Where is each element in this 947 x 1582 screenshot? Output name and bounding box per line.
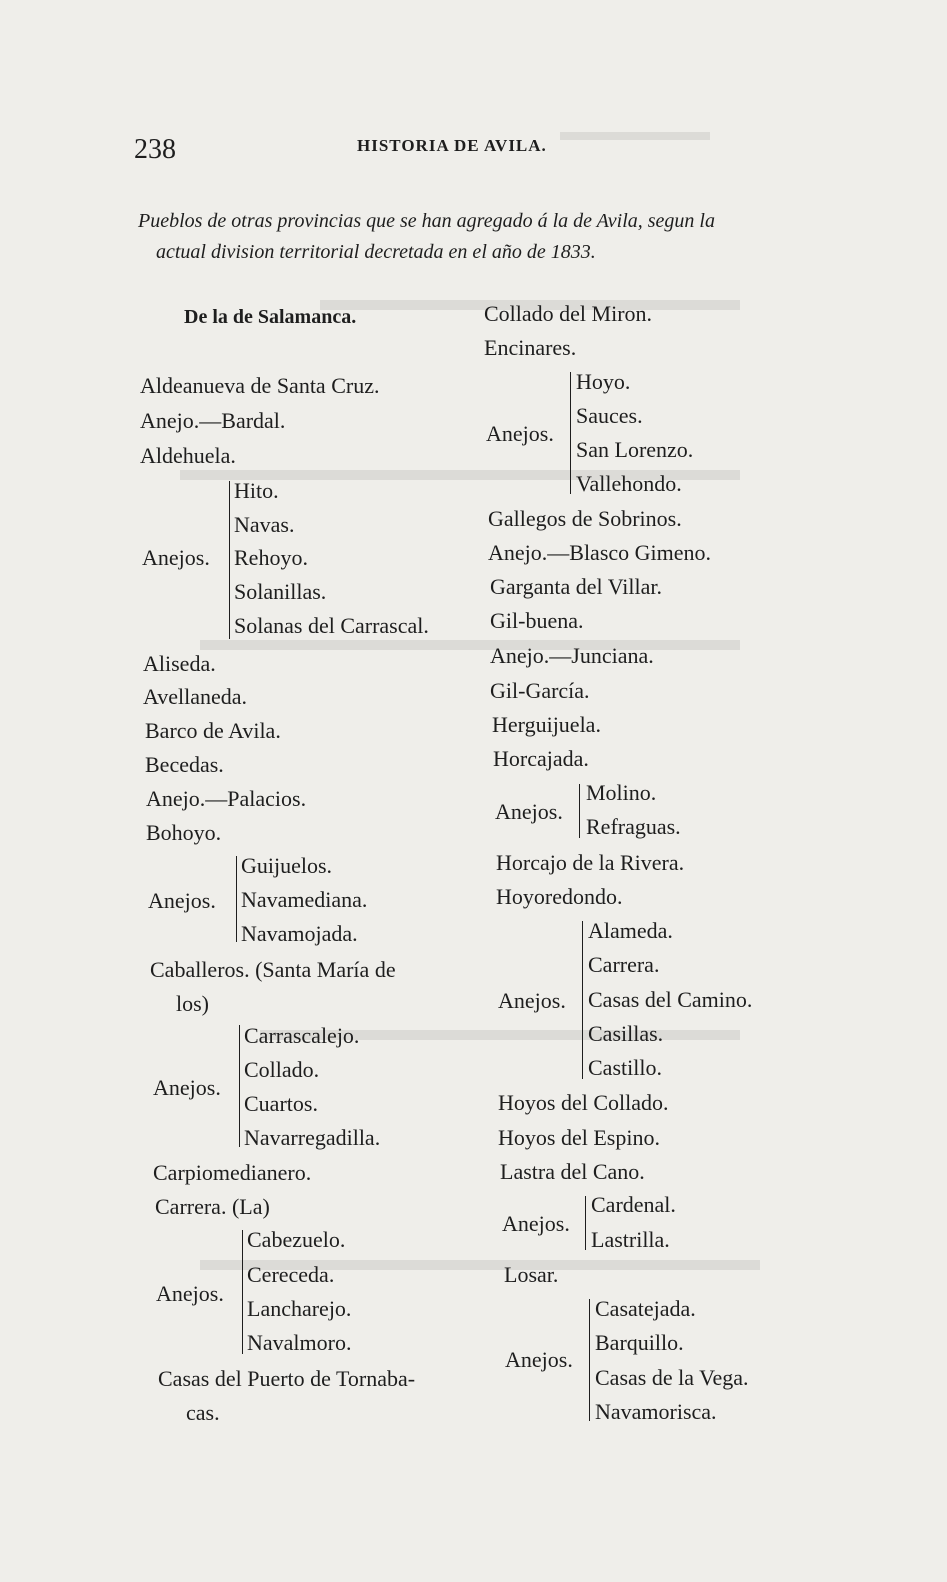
anejos-label: Anejos. [156,1281,224,1306]
entry: Bohoyo. [146,820,222,845]
bleed-through [200,640,740,652]
page-number: 238 [134,134,176,165]
anejos-label: Anejos. [502,1211,570,1236]
anejo-item: Hito. [234,478,279,503]
anejo-item: Cuartos. [244,1091,318,1116]
entry: Anejo.—Bardal. [140,408,286,433]
entry: Anejo.—Junciana. [490,643,654,668]
anejo-item: Solanillas. [234,579,327,604]
anejo-item: Collado. [244,1057,320,1082]
anejo-item: Lastrilla. [591,1227,670,1252]
brace [242,1230,243,1354]
entry: Anejo.—Blasco Gimeno. [488,540,712,565]
anejos-label: Anejos. [142,545,210,570]
entry: Horcajada. [493,746,589,771]
entry: los) [176,991,209,1016]
entry: Gil-García. [490,678,590,703]
entry: Casas del Puerto de Tornaba- [158,1366,416,1391]
anejos-label: Anejos. [148,888,216,913]
anejo-item: Cabezuelo. [247,1227,346,1252]
entry: Hoyos del Espino. [498,1125,660,1150]
anejo-item: Molino. [586,780,657,805]
anejo-item: Cardenal. [591,1192,676,1217]
anejo-item: Navamojada. [241,921,358,946]
anejo-item: Casillas. [588,1021,664,1046]
anejo-item: Navarregadilla. [244,1125,381,1150]
anejo-item: Navas. [234,512,295,537]
anejos-label: Anejos. [486,421,554,446]
anejo-item: Refraguas. [586,814,681,839]
entry: Becedas. [145,752,224,777]
anejo-item: Alameda. [588,918,673,943]
entry: Aldeanueva de Santa Cruz. [140,373,380,398]
entry: Horcajo de la Rivera. [496,850,685,875]
bleed-through [560,132,710,150]
anejos-label: Anejos. [505,1347,573,1372]
entry: Losar. [504,1262,559,1287]
entry: Anejo.—Palacios. [146,786,307,811]
entry: Caballeros. (Santa María de [150,957,396,982]
entry: Avellaneda. [143,684,248,709]
anejo-item: Casas del Camino. [588,987,753,1012]
brace [585,1196,586,1250]
anejo-item: Lancharejo. [247,1296,352,1321]
entry: Herguijuela. [492,712,601,737]
anejo-item: Vallehondo. [576,471,682,496]
anejo-item: Cereceda. [247,1262,335,1287]
brace [239,1025,240,1147]
anejo-item: Navamediana. [241,887,368,912]
brace [579,784,580,838]
anejo-item: San Lorenzo. [576,437,694,462]
entry: Garganta del Villar. [490,574,662,599]
entry: cas. [186,1400,220,1425]
brace [582,921,583,1079]
entry: Hoyos del Collado. [498,1090,669,1115]
entry: Encinares. [484,335,577,360]
entry: Gallegos de Sobrinos. [488,506,682,531]
anejos-label: Anejos. [153,1075,221,1100]
anejos-label: Anejos. [495,799,563,824]
anejo-item: Casatejada. [595,1296,696,1321]
brace [570,372,571,494]
intro-line: actual division territorial decretada en el año de 1833. [156,241,596,263]
anejo-item: Sauces. [576,403,643,428]
anejo-item: Castillo. [588,1055,662,1080]
intro-paragraph [138,206,818,268]
anejo-item: Casas de la Vega. [595,1365,749,1390]
brace [229,481,230,639]
anejo-item: Guijuelos. [241,853,333,878]
entry: Collado del Miron. [484,301,653,326]
entry: Aldehuela. [140,443,236,468]
anejo-item: Navamorisca. [595,1399,717,1424]
brace [589,1299,590,1421]
anejo-item: Navalmoro. [247,1330,352,1355]
entry: Lastra del Cano. [500,1159,645,1184]
entry: Gil-buena. [490,608,584,633]
anejo-item: Solanas del Carrascal. [234,613,429,638]
anejo-item: Barquillo. [595,1330,684,1355]
entry: Hoyoredondo. [496,884,623,909]
anejo-item: Carrascalejo. [244,1023,360,1048]
entry: Barco de Avila. [145,718,281,743]
anejo-item: Carrera. [588,952,660,977]
section-heading: De la de Salamanca. [184,306,357,328]
entry: Carrera. (La) [155,1194,270,1219]
entry: Carpiomedianero. [153,1160,312,1185]
entry: Aliseda. [143,651,216,676]
running-title: HISTORIA DE AVILA. [357,136,547,155]
anejos-label: Anejos. [498,988,566,1013]
anejo-item: Rehoyo. [234,545,308,570]
brace [236,856,237,942]
anejo-item: Hoyo. [576,369,631,394]
intro-line: Pueblos de otras provincias que se han agregado á la de Avila, segun la [138,210,715,232]
